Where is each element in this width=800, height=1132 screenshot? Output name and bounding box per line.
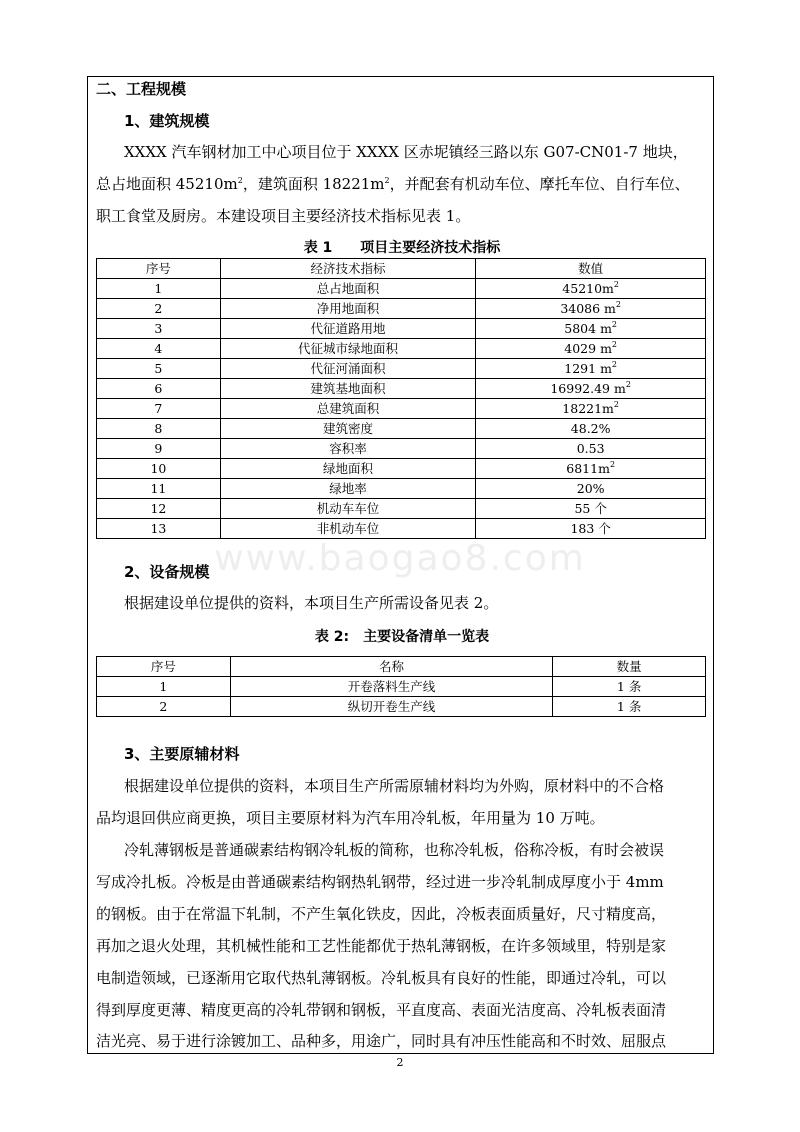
indicator-name: 绿地面积 bbox=[220, 459, 476, 479]
header-cell: 经济技术指标 bbox=[220, 259, 476, 279]
para3-line1: 根据建设单位提供的资料，本项目生产所需原辅材料均为外购，原材料中的不合格 bbox=[124, 777, 665, 795]
row-number: 5 bbox=[97, 359, 221, 379]
para2: 根据建设单位提供的资料，本项目生产所需设备见表 2。 bbox=[124, 594, 499, 612]
table1-row bbox=[97, 459, 706, 479]
indicator-value: 34086 $m^2$ bbox=[476, 299, 706, 319]
table2-header bbox=[97, 657, 706, 677]
sub-heading-equipment: 2、设备规模 bbox=[124, 563, 210, 581]
row-number: 10 bbox=[97, 459, 221, 479]
row-number: 2 bbox=[97, 299, 221, 319]
table1-row bbox=[97, 479, 706, 499]
page-number: 2 bbox=[396, 1056, 404, 1069]
indicator-value: 4029 $m^2$ bbox=[476, 339, 706, 359]
table1-header bbox=[97, 259, 706, 279]
equipment-no: 1 bbox=[97, 677, 231, 697]
indicator-name: 代征城市绿地面积 bbox=[220, 339, 476, 359]
header-cell: 名称 bbox=[230, 657, 552, 677]
indicator-name: 非机动车位 bbox=[220, 519, 476, 539]
header-cell: 数值 bbox=[476, 259, 706, 279]
table1-row bbox=[97, 299, 706, 319]
table1-row bbox=[97, 399, 706, 419]
section-heading: 二、工程规模 bbox=[96, 80, 187, 98]
row-number: 8 bbox=[97, 419, 221, 439]
indicator-name: 绿地率 bbox=[220, 479, 476, 499]
equipment-qty: 1 条 bbox=[553, 677, 706, 697]
sub-heading-materials: 3、主要原辅材料 bbox=[124, 745, 240, 763]
para4-line3: 的钢板。由于在常温下轧制，不产生氧化铁皮，因此，冷板表面质量好，尺寸精度高， bbox=[96, 905, 667, 923]
para1-line1: XXXX 汽车钢材加工中心项目位于 XXXX 区赤坭镇经三路以东 G07-CN01-7 地块， bbox=[124, 143, 688, 161]
row-number: 13 bbox=[97, 519, 221, 539]
table1-row bbox=[97, 499, 706, 519]
table1-row bbox=[97, 339, 706, 359]
table1-row bbox=[97, 519, 706, 539]
table2-row bbox=[97, 677, 706, 697]
row-number: 3 bbox=[97, 319, 221, 339]
indicator-value: 0.53 bbox=[476, 439, 706, 459]
para1-line2: 总占地面积 $45210m^2$，建筑面积 $18221m^2$，并配套有机动车位、摩托车位、自行车位、 bbox=[96, 175, 690, 193]
indicator-value: $18221m^2$ bbox=[476, 399, 706, 419]
table1-row bbox=[97, 319, 706, 339]
table2-caption: 表 2: 主要设备清单一览表 bbox=[314, 629, 490, 645]
header-cell: 数量 bbox=[553, 657, 706, 677]
indicator-name: 代征道路用地 bbox=[220, 319, 476, 339]
indicator-value: $6811m^2$ bbox=[476, 459, 706, 479]
row-number: 1 bbox=[97, 279, 221, 299]
indicator-name: 代征河涌面积 bbox=[220, 359, 476, 379]
table2 bbox=[96, 656, 706, 717]
indicator-value: $45210m^2$ bbox=[476, 279, 706, 299]
header-cell: 序号 bbox=[97, 259, 221, 279]
table1-caption: 表 1 项目主要经济技术指标 bbox=[303, 240, 501, 256]
watermark: www.baogao8.com bbox=[214, 538, 586, 579]
row-number: 4 bbox=[97, 339, 221, 359]
indicator-name: 建筑基地面积 bbox=[220, 379, 476, 399]
table1-row bbox=[97, 279, 706, 299]
indicator-value: 183 个 bbox=[476, 519, 706, 539]
row-number: 6 bbox=[97, 379, 221, 399]
row-number: 12 bbox=[97, 499, 221, 519]
para1-line3: 职工食堂及厨房。本建设项目主要经济技术指标见表 1。 bbox=[96, 207, 471, 225]
table1-row bbox=[97, 359, 706, 379]
indicator-value: 20% bbox=[476, 479, 706, 499]
para3-line2: 品均退回供应商更换，项目主要原材料为汽车用冷轧板，年用量为 10 万吨。 bbox=[96, 809, 605, 827]
equipment-no: 2 bbox=[97, 697, 231, 717]
indicator-value: 48.2% bbox=[476, 419, 706, 439]
table1-row bbox=[97, 439, 706, 459]
table1-row bbox=[97, 419, 706, 439]
indicator-name: 机动车车位 bbox=[220, 499, 476, 519]
table1-row bbox=[97, 379, 706, 399]
equipment-name: 纵切开卷生产线 bbox=[230, 697, 552, 717]
indicator-value: 1291 $m^2$ bbox=[476, 359, 706, 379]
indicator-name: 总建筑面积 bbox=[220, 399, 476, 419]
para4-line1: 冷轧薄钢板是普通碳素结构钢冷轧板的简称，也称冷轧板，俗称冷板，有时会被误 bbox=[124, 841, 665, 859]
indicator-name: 总占地面积 bbox=[220, 279, 476, 299]
indicator-name: 容积率 bbox=[220, 439, 476, 459]
para4-line7: 洁光亮、易于进行涂镀加工、品种多，用途广，同时具有冲压性能高和不时效、屈服点 bbox=[96, 1032, 667, 1050]
para4-line2: 写成冷扎板。冷板是由普通碳素结构钢热轧钢带，经过进一步冷轧制成厚度小于 4mm bbox=[96, 873, 664, 891]
sub-heading-building: 1、建筑规模 bbox=[124, 112, 210, 130]
indicator-value: 55 个 bbox=[476, 499, 706, 519]
equipment-qty: 1 条 bbox=[553, 697, 706, 717]
indicator-value: 5804 $m^2$ bbox=[476, 319, 706, 339]
table1 bbox=[96, 258, 706, 539]
header-cell: 序号 bbox=[97, 657, 231, 677]
indicator-value: 16992.49 $m^2$ bbox=[476, 379, 706, 399]
table2-row bbox=[97, 697, 706, 717]
para4-line5: 电制造领域，已逐渐用它取代热轧薄钢板。冷轧板具有良好的性能，即通过冷轧，可以 bbox=[96, 969, 667, 987]
row-number: 7 bbox=[97, 399, 221, 419]
para4-line4: 再加之退火处理，其机械性能和工艺性能都优于热轧薄钢板，在许多领域里，特别是家 bbox=[96, 937, 667, 955]
equipment-name: 开卷落料生产线 bbox=[230, 677, 552, 697]
row-number: 9 bbox=[97, 439, 221, 459]
indicator-name: 净用地面积 bbox=[220, 299, 476, 319]
row-number: 11 bbox=[97, 479, 221, 499]
indicator-name: 建筑密度 bbox=[220, 419, 476, 439]
para4-line6: 得到厚度更薄、精度更高的冷轧带钢和钢板，平直度高、表面光洁度高、冷轧板表面清 bbox=[96, 1001, 667, 1019]
